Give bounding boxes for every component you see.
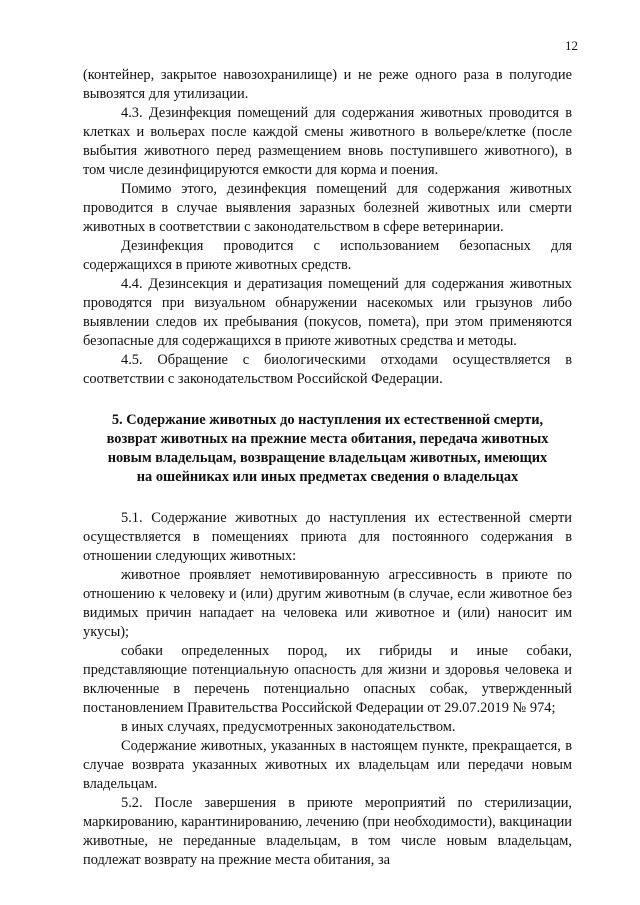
section-5-heading <box>83 411 572 487</box>
paragraph-4-4-pest-control: 4.4. Дезинсекция и дератизация помещений для содержания животных проводятся при визуальном обнаружении насекомых или грызунов либо выявлении следов их пребывания (покусов, помета), при этом применяются безопасные для содержащихся в приюте животных средства и методы. <box>83 276 572 349</box>
paragraph-4-3-disinfection: 4.3. Дезинфекция помещений для содержания животных проводится в клетках и вольерах после каждой смены животного в вольере/клетке (после выбытия животного перед размещением вновь поступившего животного), в том числе дезинфицируются емкости для корма и поения. <box>83 105 572 178</box>
page-number: 12 <box>565 38 578 53</box>
heading-line: новым владельцам, возвращение владельцам животных, имеющих <box>107 450 548 466</box>
paragraph-disinfection-safe-means: Дезинфекция проводится с использованием безопасных для содержащихся в приюте животных средств. <box>83 238 572 273</box>
paragraph-aggressive-animals: животное проявляет немотивированную агрессивность в приюте по отношению к человеку и (или) другим животным (в случае, если животное без видимых причин нападает на человека или животное и (или) наносит им укусы); <box>83 567 572 640</box>
heading-line: возврат животных на прежние места обитания, передача животных <box>106 431 549 447</box>
paragraph-disinfection-disease: Помимо этого, дезинфекция помещений для содержания животных проводится в случае выявления заразных болезней животных или смерти животных в соответствии с законодательством в сфере ветеринарии. <box>83 181 572 235</box>
paragraph-5-1-lifetime-keeping: 5.1. Содержание животных до наступления их естественной смерти осуществляется в помещениях приюта для постоянного содержания в отношении следующих животных: <box>83 510 572 564</box>
paragraph-keeping-termination: Содержание животных, указанных в настоящем пункте, прекращается, в случае возврата указанных животных их владельцам или передачи новым владельцам. <box>83 738 572 792</box>
heading-line: на ошейниках или иных предметах сведения о владельцах <box>136 469 519 485</box>
paragraph-4-5-bio-waste: 4.5. Обращение с биологическими отходами осуществляется в соответствии с законодательством Российской Федерации. <box>83 352 572 387</box>
paragraph-dangerous-dogs: собаки определенных пород, их гибриды и иные собаки, представляющие потенциальную опасность для жизни и здоровья человека и включенные в перечень потенциально опасных собак, утвержденный постановлением Правительства Российской Федерации от 29.07.2019 № 974; <box>83 643 572 716</box>
paragraph-container-removal: (контейнер, закрытое навозохранилище) и не реже одного раза в полугодие вывозятся для утилизации. <box>83 67 572 102</box>
heading-line: 5. Содержание животных до наступления их естественной смерти, <box>111 412 544 428</box>
document-body <box>83 66 572 870</box>
paragraph-5-2-return-habitat: 5.2. После завершения в приюте мероприятий по стерилизации, маркированию, карантинированию, лечению (при необходимости), вакцинации животные, не переданные владельцам, в том числе новым владельцам, подлежат возврату на прежние места обитания, за <box>83 795 572 868</box>
paragraph-other-cases: в иных случаях, предусмотренных законодательством. <box>121 719 456 735</box>
